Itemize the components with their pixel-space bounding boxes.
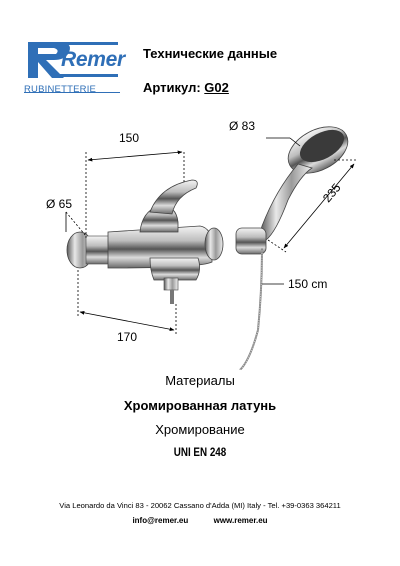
logo-sub-text: RUBINETTERIE: [24, 84, 97, 95]
dim-mixer-diameter: Ø 65: [46, 197, 73, 211]
dim-shower-length: 235: [320, 180, 344, 205]
article-code: G02: [204, 80, 229, 95]
article-label: Артикул:: [143, 80, 201, 95]
footer-website[interactable]: www.remer.eu: [213, 516, 268, 525]
material-standard: UNI EN 248: [173, 445, 227, 459]
mixer-body: [67, 180, 223, 304]
footer-email[interactable]: info@remer.eu: [132, 516, 189, 525]
dim-hose-length: 150 cm: [288, 277, 328, 291]
material-brass: Хромированная латунь: [123, 398, 277, 413]
logo-brand-text: Remer: [61, 48, 125, 71]
footer-contact: [0, 516, 400, 525]
footer-address: Via Leonardo da Vinci 83 - 20062 Cassano d'Adda (MI) Italy - Tel. +39-0363 364211: [59, 501, 341, 510]
dim-shower-diameter: Ø 83: [229, 119, 256, 133]
dim-mixer-depth: 170: [117, 330, 138, 344]
material-coating: Хромирование: [155, 422, 245, 437]
materials-heading: Материалы: [165, 373, 235, 388]
dim-mixer-width: 150: [119, 131, 140, 145]
hand-shower: [236, 117, 356, 370]
page-title: Технические данные: [143, 46, 278, 61]
